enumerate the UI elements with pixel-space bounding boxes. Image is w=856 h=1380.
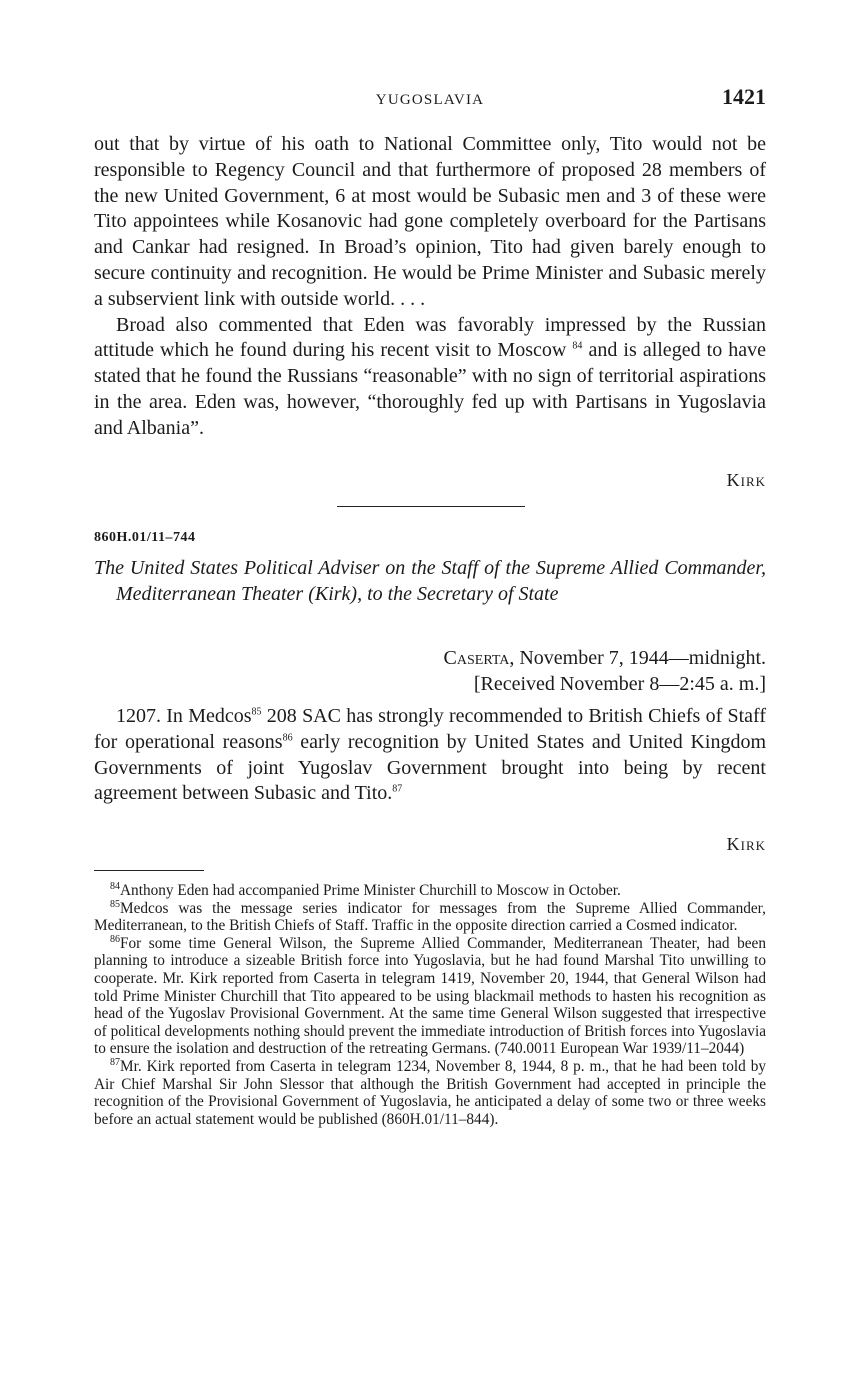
page-number: 1421	[722, 84, 766, 109]
footnote-number: 85	[110, 898, 120, 910]
footnote-number: 87	[110, 1056, 120, 1068]
document-title: The United States Political Adviser on the Staff of the Supreme Allied Commander, Mediterranean Theater (Kirk), to the Secretary of State	[94, 557, 766, 605]
section-divider	[337, 506, 525, 507]
footnote-ref-86[interactable]: 86	[282, 732, 293, 744]
running-head: YUGOSLAVIA	[375, 92, 485, 108]
footnote-ref-85[interactable]: 85	[251, 706, 262, 718]
footnote-text: Mr. Kirk reported from Caserta in telegram 1234, November 8, 1944, 8 p. m., that he had been told by Air Chief Marshal Sir John Slessor that although the British Government had accepted in principle the recognition of the Provisional Government of Yugoslavia, he anticipated a delay of some two or three weeks before an actual statement would be published (860H.01/11–844).	[94, 1057, 766, 1128]
dateline	[444, 647, 766, 670]
footnote-87	[94, 1058, 766, 1128]
paragraph-2-part-a: Broad also commented that Eden was favorably impressed by the Russian attitude which he found during his recent visit to Moscow	[94, 313, 766, 362]
signature-kirk-2: Kirk	[726, 834, 766, 854]
footnotes	[94, 882, 766, 1128]
telegram-part-2: 208 SAC has strongly recommended to British Chiefs of Staff for operational reasons	[94, 705, 767, 753]
file-number: 860H.01/11–744	[94, 530, 196, 545]
telegram-part-3: early recognition by United States and United Kingdom Governments of joint Yugoslav Government brought into being by recent agreement between Subasic and Tito.	[94, 730, 767, 805]
dateline-place: Caserta	[443, 647, 510, 669]
footnote-text: Anthony Eden had accompanied Prime Minister Churchill to Moscow in October.	[120, 882, 621, 899]
telegram-part-1: 1207. In Medcos	[116, 705, 252, 727]
footnote-ref-84[interactable]: 84	[572, 340, 583, 352]
telegram-text	[94, 704, 766, 807]
page-header	[94, 84, 766, 116]
signature-kirk-1: Kirk	[726, 470, 766, 490]
continuation-text	[94, 132, 766, 442]
telegram-paragraph	[94, 704, 766, 807]
footnote-number: 84	[110, 880, 120, 892]
footnote-rule	[94, 870, 204, 871]
footnote-ref-87[interactable]: 87	[392, 783, 403, 795]
footnote-text: Medcos was the message series indicator for messages from the Supreme Allied Commander, Mediterranean, to the British Chiefs of Staff. Traffic in the opposite direction carried a Cosmed indicator.	[94, 899, 766, 935]
footnote-text: For some time General Wilson, the Supreme Allied Commander, Mediterranean Theater, had been planning to introduce a sizeable British force into Yugoslavia, but he had found Marshal Tito unwilling to cooperate. Mr. Kirk reported from Caserta in telegram 1419, November 20, 1944, that General Wilson had told Prime Minister Churchill that Tito appeared to be using blackmail methods to hasten his recognition as head of the Yugoslav Provisional Government. At the same time General Wilson suggested that irrespective of political developments nothing should prevent the immediate introduction of British forces into Yugoslavia to ensure the isolation and destruction of the retreating Germans. (740.0011 European War 1939/11–2044)	[94, 934, 766, 1058]
paragraph-2-part-b: and is alleged to have stated that he found the Russians “reasonable” with no sign of territorial aspirations in the area. Eden was, however, “thoroughly fed up with Partisans in Yugoslavia and Albania”.	[94, 339, 767, 439]
continuation-paragraph-2	[94, 313, 766, 442]
footnote-86	[94, 935, 766, 1058]
received-line: [Received November 8—2:45 a. m.]	[473, 673, 766, 695]
footnote-number: 86	[110, 933, 120, 945]
dateline-date: , November 7, 1944—midnight.	[509, 647, 766, 669]
continuation-paragraph-1: out that by virtue of his oath to National Committee only, Tito would not be responsible to Regency Council and that furthermore of proposed 28 members of the new United Government, 6 at most would be Subasic men and 3 of these were Tito appointees while Kosanovic had gone completely overboard for the Partisans and Cankar had resigned. In Broad’s opinion, Tito had given barely enough to secure continuity and recognition. He would be Prime Minister and Subasic merely a subservient link with outside world. . . .	[94, 133, 766, 310]
footnote-84	[94, 882, 766, 900]
footnote-85	[94, 900, 766, 935]
